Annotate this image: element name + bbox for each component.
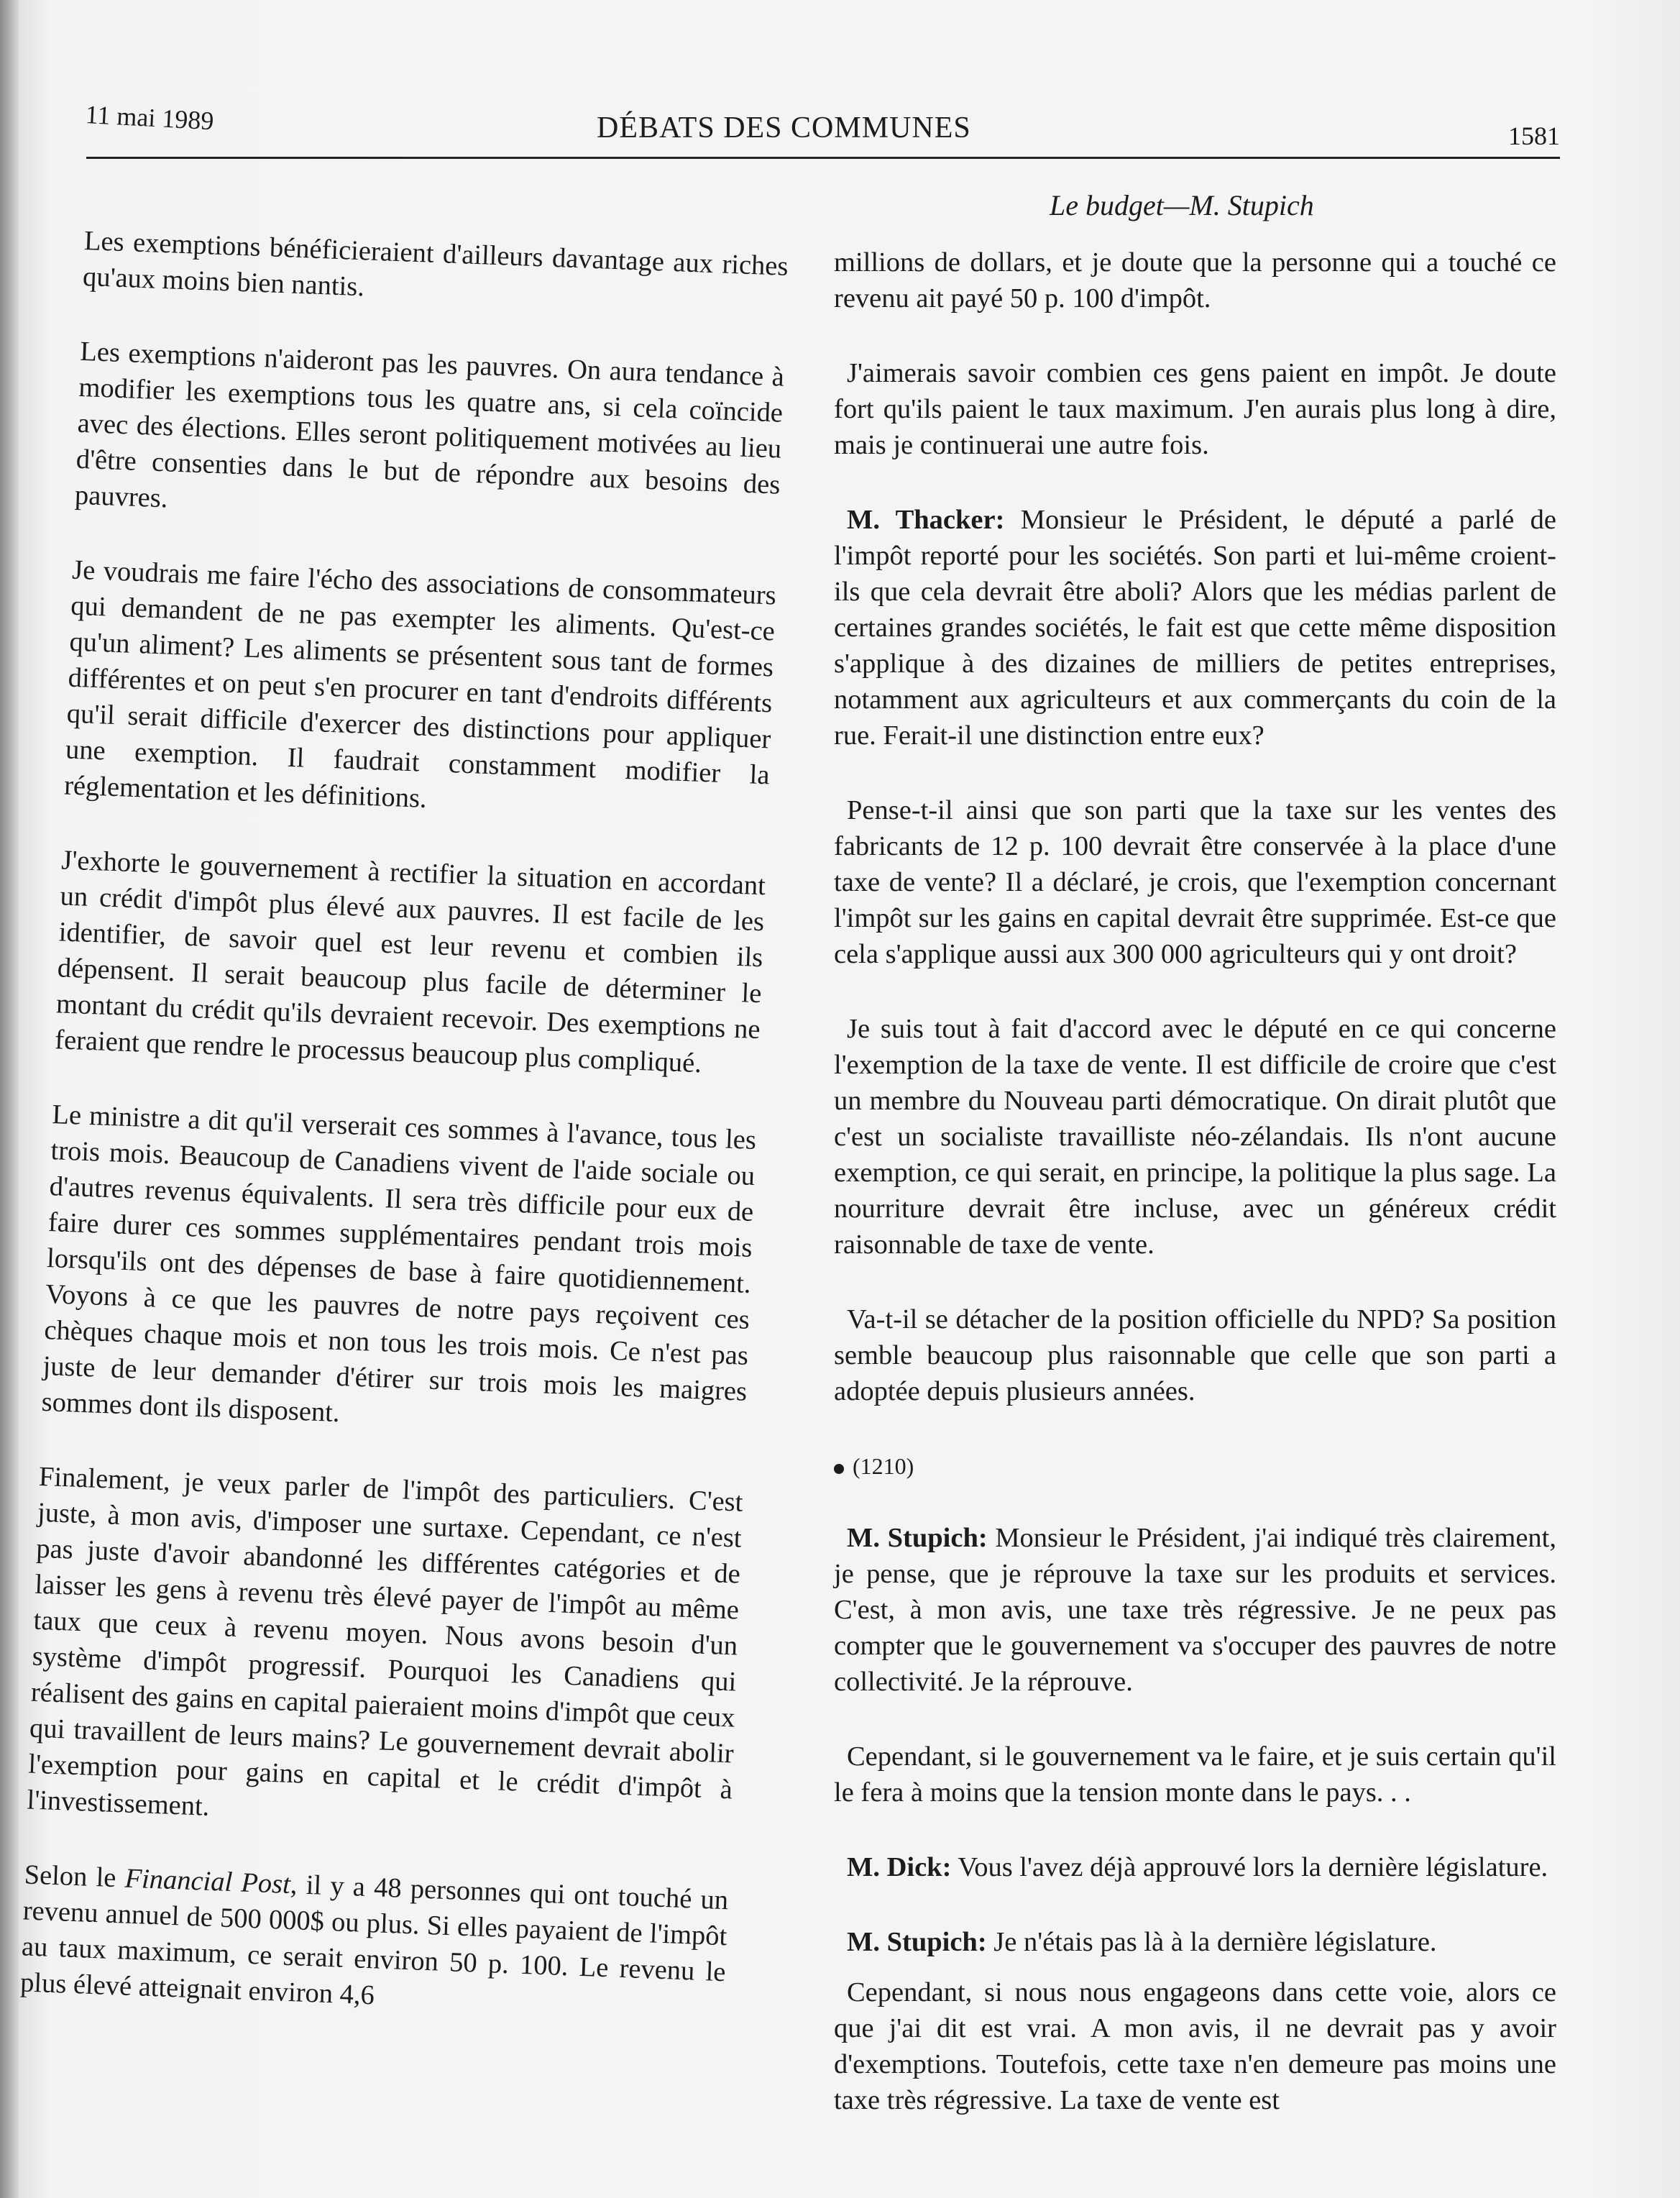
- publication-title: Financial Post: [124, 1863, 291, 1900]
- speech-text: Je n'étais pas là à la dernière législature.: [986, 1927, 1437, 1957]
- text-run: Selon le: [23, 1859, 126, 1894]
- left-column: [18, 223, 789, 2065]
- speech-text: Monsieur le Président, le député a parlé de l'impôt reporté pour les sociétés. Son parti et lui-même croient-ils que cela devrait être aboli? Alors que les médias parlent de certaines grandes sociétés, le fait est que cette même disposition s'applique à des dizaines de milliers de petites entreprises, notamment aux agriculteurs et aux commerçants du coin de la rue. Ferait-il une distinction entre eux?: [834, 505, 1556, 751]
- paragraph: Va-t-il se détacher de la position officielle du NPD? Sa position semble beaucoup plus raisonnable que celle que son parti a adoptée depuis plusieurs années.: [834, 1304, 1556, 1406]
- right-column: [834, 244, 1556, 2157]
- speech-text: Monsieur le Président, j'ai indiqué très clairement, je pense, que je réprouve la taxe sur les produits et services. C'est, à mon avis, une taxe très régressive. Je ne peux pas compter que le gouvernement va s'occuper des pauvres de notre collectivité. Je la réprouve.: [834, 1523, 1556, 1697]
- running-head: Le budget—M. Stupich: [1050, 189, 1314, 221]
- speaker-name: M. Stupich:: [847, 1523, 988, 1553]
- paragraph: J'exhorte le gouvernement à rectifier la situation en accordant un crédit d'impôt plus élevé aux pauvres. Il est facile de les identifier, de savoir quel est leur revenu et combien ils dépensent. Il serait beaucoup plus facile de déterminer le montant du crédit qu'ils devraient recevoir. Des exemptions ne feraient que rendre le processus beaucoup plus compliqué.: [54, 845, 766, 1079]
- paragraph: Les exemptions bénéficieraient d'ailleurs davantage aux riches qu'aux moins bien nantis.: [82, 225, 789, 303]
- text-run: , il y a 48 personnes qui ont touché un revenu annuel de 500 000$ ou plus. Si elles payaient de l'impôt au taux maximum, ce serait environ 50 p. 100. Le revenu le plus élevé atteignait environ 4,6: [19, 1869, 729, 2011]
- speech-thacker: [834, 502, 1556, 754]
- paragraph: Les exemptions n'aideront pas les pauvres. On aura tendance à modifier les exemptions tous les quatre ans, si cela coïncide avec des élections. Elles seront politiquement motivées au lieu d'être consenties dans le but de répondre aux besoins des pauvres.: [74, 336, 785, 514]
- paragraph: Je voudrais me faire l'écho des associations de consommateurs qui demandent de ne pas exempter les aliments. Qu'est-ce qu'un aliment? Les aliments se présentent sous tant de formes différentes et on peut s'en procurer en tant d'endroits différents qu'il serait difficile d'exercer des distinctions pour appliquer une exemption. Il faudrait constamment modifier la réglementation et les définitions.: [63, 554, 777, 814]
- speaker-name: M. Dick:: [847, 1852, 952, 1882]
- speech-text: Vous l'avez déjà approuvé lors la dernière législature.: [951, 1852, 1548, 1882]
- paragraph: Je suis tout à fait d'accord avec le député en ce qui concerne l'exemption de la taxe de vente. Il est difficile de croire que c'est un membre du Nouveau parti démocratique. On dirait plutôt que c'est un socialiste travailliste néo-zélandais. Ils n'ont aucune exemption, ce qui serait, en principe, la politique la plus sage. La nourriture devrait être incluse, avec un généreux crédit raisonnable de taxe de vente.: [834, 1014, 1556, 1260]
- paragraph: Cependant, si nous nous engageons dans cette voie, alors ce que j'ai dit est vrai. A mon avis, il ne devrait pas y avoir d'exemptions. Toutefois, cette taxe n'en demeure pas moins une taxe très régressive. La taxe de vente est: [834, 1977, 1556, 2115]
- page-number: 1581: [1508, 122, 1560, 150]
- paragraph: millions de dollars, et je doute que la personne qui a touché ce revenu ait payé 50 p. 100 d'impôt.: [834, 247, 1556, 313]
- binding-shadow: [0, 0, 19, 2198]
- page-header: [86, 99, 1560, 150]
- speech-stupich-2: [834, 1924, 1556, 1960]
- paragraph: Cependant, si le gouvernement va le faire, et je suis certain qu'il le fera à moins que la tension monte dans le pays. . .: [834, 1741, 1556, 1808]
- paragraph: Pense-t-il ainsi que son parti que la taxe sur les ventes des fabricants de 12 p. 100 devrait être conservée à la place d'une taxe de vente? Il a déclaré, je crois, que l'exemption concernant l'impôt sur les gains en capital devrait être supprimée. Est-ce que cela s'applique aussi aux 300 000 agriculteurs qui y ont droit?: [834, 795, 1556, 969]
- header-rule: [86, 157, 1560, 159]
- speech-stupich: [834, 1520, 1556, 1700]
- header-title: DÉBATS DES COMMUNES: [597, 111, 971, 145]
- paragraph: Le ministre a dit qu'il verserait ces sommes à l'avance, tous les trois mois. Beaucoup de Canadiens vivent de l'aide sociale ou d'autres revenus équivalents. Il sera très difficile pour eux de faire durer ces sommes supplémentaires pendant trois mois lorsqu'ils ont des dépenses de base à faire quotidiennement. Voyons à ce que les pauvres de notre pays reçoivent ces chèques chaque mois et non tous les trois mois. Ce n'est pas juste de leur demander d'étirer sur trois mois les maigres sommes dont ils disposent.: [41, 1099, 757, 1429]
- header-date: 11 mai 1989: [84, 99, 215, 136]
- timestamp-text: (1210): [853, 1453, 914, 1479]
- speaker-name: M. Thacker:: [847, 505, 1005, 535]
- paragraph: Finalement, je veux parler de l'impôt des particuliers. C'est juste, à mon avis, d'imposer une surtaxe. Cependant, ce n'est pas juste d'avoir abandonné les différentes catégories et de laisser les gens à revenu très élevé payer de l'impôt au même taux que ceux à revenu moyen. Nous avons besoin d'un système d'impôt progressif. Pourquoi les Canadiens qui réalisent des gains en capital paieraient moins d'impôt que ceux qui travaillent de leurs mains? Le gouvernement devrait abolir l'exemption pour gains en capital et le crédit d'impôt à l'investissement.: [26, 1461, 744, 1822]
- timestamp: [834, 1448, 1556, 1484]
- speaker-name: M. Stupich:: [847, 1927, 987, 1957]
- bullet-icon: [834, 1464, 844, 1474]
- speech-dick: [834, 1849, 1556, 1885]
- paragraph: [19, 1856, 729, 2026]
- paragraph: J'aimerais savoir combien ces gens paient en impôt. Je doute fort qu'ils paient le taux maximum. J'en aurais plus long à dire, mais je continuerai une autre fois.: [834, 358, 1556, 460]
